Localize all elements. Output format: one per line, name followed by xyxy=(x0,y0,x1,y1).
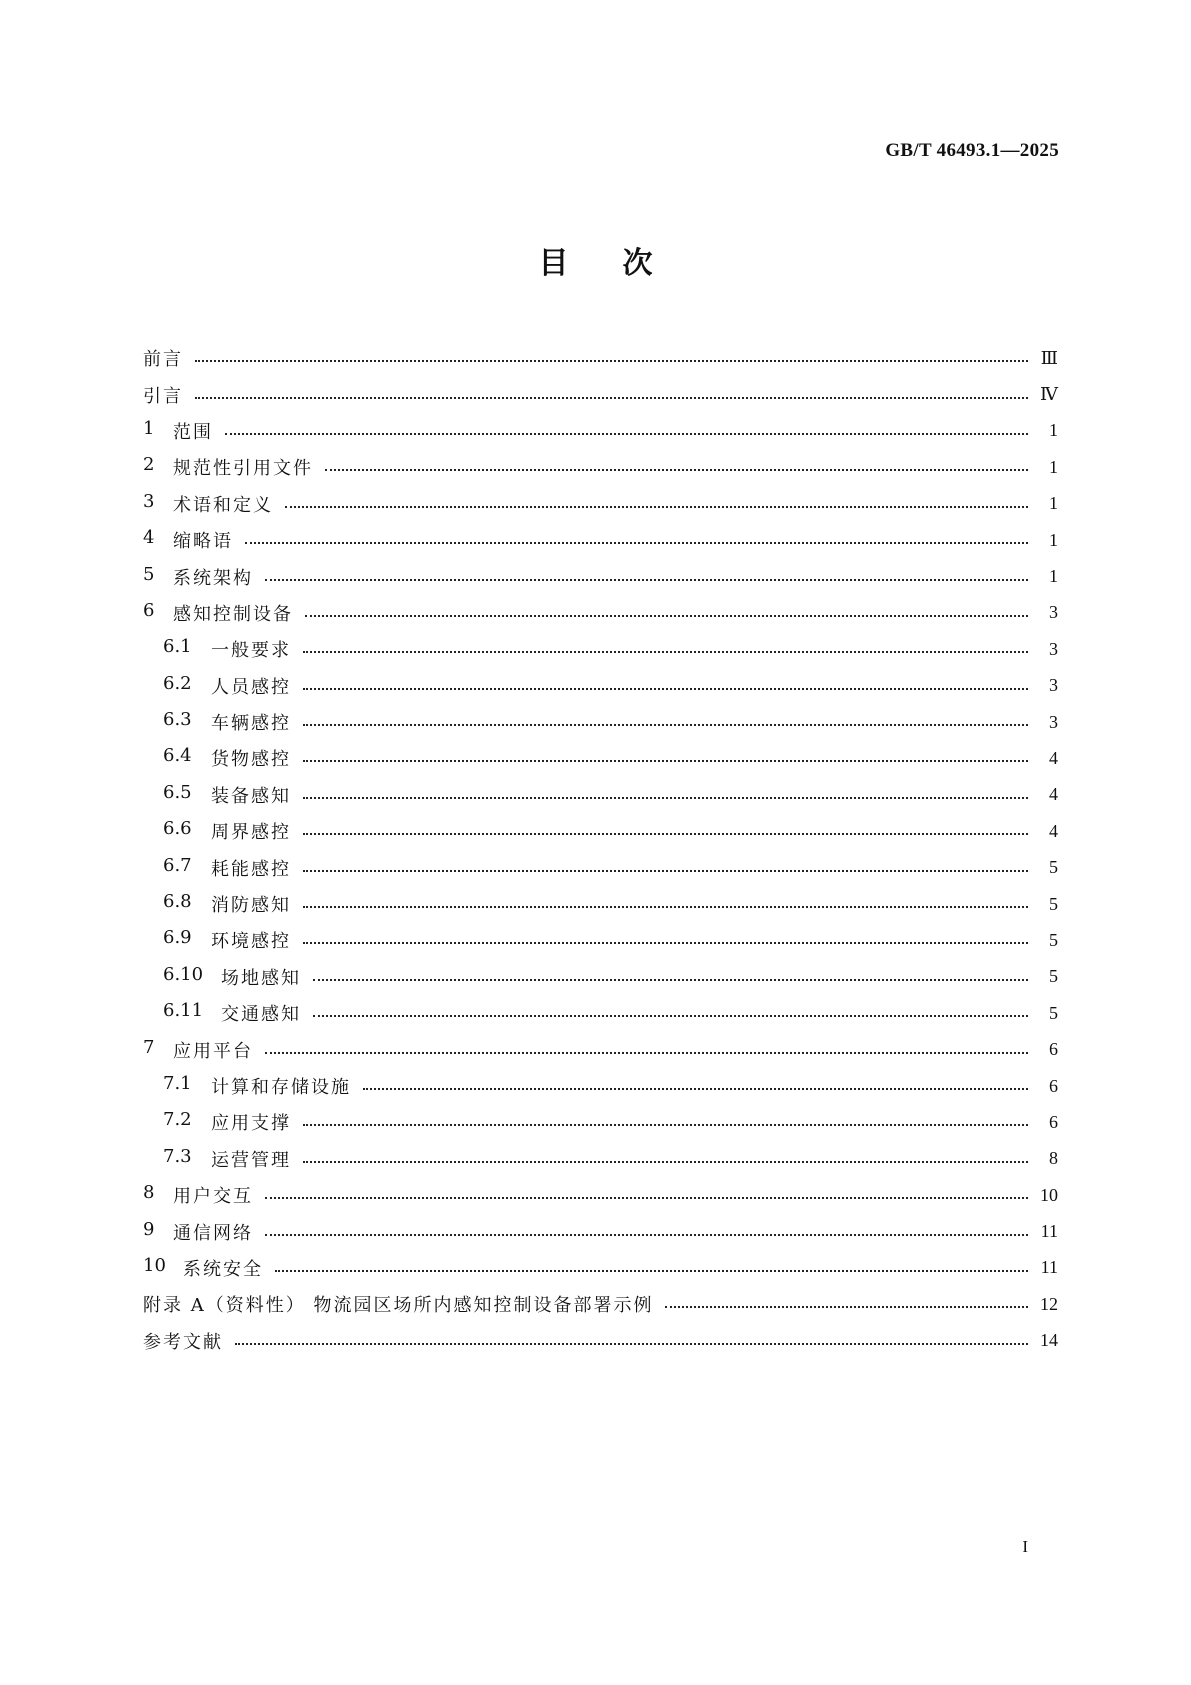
toc-leader-dots xyxy=(305,615,1028,617)
toc-entry-label xyxy=(163,1073,351,1099)
toc-entry-number: 7.3 xyxy=(163,1145,192,1167)
toc-entry[interactable] xyxy=(143,1177,1058,1213)
toc-entry-label xyxy=(143,1182,253,1208)
toc-entry-label xyxy=(143,564,253,590)
toc-entry-title: 一般要求 xyxy=(211,640,291,662)
toc-leader-dots xyxy=(245,542,1028,544)
toc-entry-number: 6.3 xyxy=(163,709,192,731)
toc-entry-page: 1 xyxy=(1049,529,1058,550)
toc-entry-page: 5 xyxy=(1049,1002,1058,1023)
toc-leader-dots xyxy=(265,579,1028,581)
toc-entry-page: 4 xyxy=(1049,747,1058,768)
toc-entry[interactable] xyxy=(143,1250,1058,1286)
toc-entry-page: 4 xyxy=(1049,784,1058,805)
toc-entry[interactable] xyxy=(143,522,1058,558)
page-title: 目次 xyxy=(538,246,707,281)
toc-entry[interactable] xyxy=(143,449,1058,485)
toc-entry[interactable] xyxy=(143,340,1058,376)
toc-entry-page: 14 xyxy=(1040,1330,1058,1351)
toc-entry-number: 6.10 xyxy=(163,963,204,985)
toc-leader-dots xyxy=(303,797,1028,799)
toc-leader-dots xyxy=(303,833,1028,835)
toc-leader-dots xyxy=(303,1161,1028,1163)
toc-entry-label xyxy=(143,491,273,517)
toc-entry-number: 9 xyxy=(143,1218,155,1240)
toc-entry[interactable] xyxy=(143,1104,1058,1140)
toc-entry[interactable] xyxy=(143,1141,1058,1177)
toc-leader-dots xyxy=(313,1015,1028,1017)
toc-entry-label xyxy=(163,1000,301,1026)
toc-entry-title: 周界感控 xyxy=(211,822,291,844)
toc-entry-title: 规范性引用文件 xyxy=(173,458,313,480)
toc-entry-number: 6.11 xyxy=(163,1000,204,1022)
toc-entry-title: 用户交互 xyxy=(173,1186,253,1208)
toc-entry-label xyxy=(163,782,291,808)
toc-entry-number: 6.1 xyxy=(163,636,192,658)
toc-entry-label xyxy=(163,636,291,662)
toc-entry-number: 6.7 xyxy=(163,854,192,876)
toc-entry-label xyxy=(143,527,233,553)
toc-entry[interactable] xyxy=(143,1286,1058,1322)
toc-entry[interactable] xyxy=(143,813,1058,849)
toc-entry-title: 附录 A（资料性） 物流园区场所内感知控制设备部署示例 xyxy=(143,1295,654,1317)
toc-entry-number: 10 xyxy=(143,1254,166,1276)
toc-entry-number: 6.5 xyxy=(163,781,192,803)
toc-entry-page: 5 xyxy=(1049,893,1058,914)
toc-entry-page: 5 xyxy=(1049,966,1058,987)
toc-entry[interactable] xyxy=(143,668,1058,704)
toc-entry[interactable] xyxy=(143,777,1058,813)
toc-entry-number: 6 xyxy=(143,599,155,621)
toc-entry-page: 3 xyxy=(1049,638,1058,659)
toc-leader-dots xyxy=(303,760,1028,762)
toc-entry-page: 1 xyxy=(1049,420,1058,441)
toc-entry[interactable] xyxy=(143,740,1058,776)
toc-entry-page: 8 xyxy=(1049,1148,1058,1169)
toc-entry-label xyxy=(143,418,213,444)
toc-entry[interactable] xyxy=(143,1068,1058,1104)
toc-entry-title: 应用支撑 xyxy=(211,1113,291,1135)
toc-entry-page: 3 xyxy=(1049,711,1058,732)
toc-entry-title: 车辆感控 xyxy=(211,713,291,735)
toc-entry-number: 1 xyxy=(143,417,155,439)
toc-entry-label xyxy=(143,1037,253,1063)
toc-entry-title: 系统架构 xyxy=(173,567,253,589)
toc-entry-title: 术语和定义 xyxy=(173,494,273,516)
toc-entry-page: 5 xyxy=(1049,857,1058,878)
toc-entry[interactable] xyxy=(143,631,1058,667)
toc-entry-title: 运营管理 xyxy=(211,1149,291,1171)
standard-code: GB/T 46493.1—2025 xyxy=(885,140,1059,161)
toc-leader-dots xyxy=(235,1343,1028,1345)
toc-leader-dots xyxy=(303,724,1028,726)
toc-entry[interactable] xyxy=(143,376,1058,412)
toc-entry-title: 场地感知 xyxy=(221,967,301,989)
toc-entry-page: 5 xyxy=(1049,929,1058,950)
toc-entry-title: 人员感控 xyxy=(211,676,291,698)
toc-entry-page: 11 xyxy=(1040,1257,1058,1278)
toc-leader-dots xyxy=(665,1306,1028,1308)
toc-leader-dots xyxy=(313,979,1028,981)
toc-entry[interactable] xyxy=(143,704,1058,740)
toc-entry-label xyxy=(143,345,183,371)
toc-leader-dots xyxy=(195,360,1028,362)
toc-entry-title: 感知控制设备 xyxy=(173,603,293,625)
toc-entry-label xyxy=(163,709,291,735)
toc-entry-number: 5 xyxy=(143,563,155,585)
toc-entry-page: 11 xyxy=(1040,1221,1058,1242)
toc-entry-title: 范围 xyxy=(173,421,213,443)
toc-leader-dots xyxy=(303,942,1028,944)
toc-entry[interactable] xyxy=(143,595,1058,631)
toc-entry-title: 引言 xyxy=(143,385,183,407)
toc-entry-label xyxy=(163,1109,291,1135)
page-number: I xyxy=(1022,1537,1028,1556)
toc-entry-page: 6 xyxy=(1049,1039,1058,1060)
toc-entry[interactable] xyxy=(143,922,1058,958)
toc-entry-number: 6.4 xyxy=(163,745,192,767)
toc-entry-label xyxy=(163,927,291,953)
toc-entry-title: 通信网络 xyxy=(173,1222,253,1244)
toc-entry[interactable] xyxy=(143,486,1058,522)
toc-leader-dots xyxy=(363,1088,1028,1090)
toc-entry-label xyxy=(163,891,291,917)
toc-entry[interactable] xyxy=(143,1213,1058,1249)
toc-entry-page: 3 xyxy=(1049,675,1058,696)
toc-entry[interactable] xyxy=(143,558,1058,594)
toc-entry-page: Ⅳ xyxy=(1040,384,1058,405)
toc-leader-dots xyxy=(303,870,1028,872)
toc-entry-title: 应用平台 xyxy=(173,1040,253,1062)
toc-entry-label xyxy=(143,1328,223,1354)
toc-leader-dots xyxy=(325,469,1028,471)
toc-entry[interactable] xyxy=(143,849,1058,885)
toc-entry[interactable] xyxy=(143,1031,1058,1067)
toc-entry-title: 系统安全 xyxy=(183,1258,263,1280)
toc-entry-page: 3 xyxy=(1049,602,1058,623)
toc-entry-page: 4 xyxy=(1049,820,1058,841)
toc-entry-number: 4 xyxy=(143,527,155,549)
toc-entry-number: 7.2 xyxy=(163,1109,192,1131)
toc-entry-label xyxy=(143,454,313,480)
toc-leader-dots xyxy=(303,651,1028,653)
toc-entry-page: 6 xyxy=(1049,1075,1058,1096)
toc-entry[interactable] xyxy=(143,959,1058,995)
toc-leader-dots xyxy=(195,397,1028,399)
toc-leader-dots xyxy=(265,1234,1028,1236)
toc-entry[interactable] xyxy=(143,413,1058,449)
toc-entry-number: 7 xyxy=(143,1036,155,1058)
toc-entry[interactable] xyxy=(143,1323,1058,1359)
toc-entry-label xyxy=(143,1219,253,1245)
toc-leader-dots xyxy=(265,1052,1028,1054)
toc-entry-title: 货物感控 xyxy=(211,749,291,771)
toc-leader-dots xyxy=(303,688,1028,690)
toc-entry-label xyxy=(163,745,291,771)
toc-entry-label xyxy=(143,1291,653,1317)
toc-entry[interactable] xyxy=(143,995,1058,1031)
toc-entry-page: 12 xyxy=(1040,1293,1058,1314)
toc-leader-dots xyxy=(265,1197,1028,1199)
toc-entry-title: 耗能感控 xyxy=(211,858,291,880)
toc-entry[interactable] xyxy=(143,886,1058,922)
toc-entry-page: 10 xyxy=(1040,1184,1058,1205)
toc-entry-page: 1 xyxy=(1049,566,1058,587)
toc-entry-number: 3 xyxy=(143,490,155,512)
toc-entry-page: 1 xyxy=(1049,456,1058,477)
toc-entry-number: 8 xyxy=(143,1182,155,1204)
toc-entry-title: 计算和存储设施 xyxy=(211,1077,351,1098)
toc-entry-title: 装备感知 xyxy=(211,785,291,807)
toc-leader-dots xyxy=(303,906,1028,908)
toc-entry-number: 6.8 xyxy=(163,891,192,913)
toc-entry-number: 2 xyxy=(143,454,155,476)
toc-entry-label xyxy=(163,673,291,699)
toc-entry-label xyxy=(163,855,291,881)
toc-entry-title: 交通感知 xyxy=(221,1004,301,1026)
toc-entry-page: Ⅲ xyxy=(1040,347,1058,368)
toc-entry-title: 参考文献 xyxy=(143,1331,223,1353)
toc-entry-label xyxy=(163,1146,291,1172)
toc-entry-label xyxy=(163,964,301,990)
toc-entry-page: 6 xyxy=(1049,1111,1058,1132)
toc-entry-page: 1 xyxy=(1049,493,1058,514)
toc-entry-title: 消防感知 xyxy=(211,895,291,917)
toc-leader-dots xyxy=(285,506,1028,508)
toc-entry-number: 6.6 xyxy=(163,818,192,840)
toc-leader-dots xyxy=(225,433,1028,435)
toc-leader-dots xyxy=(275,1270,1028,1272)
toc-entry-title: 环境感控 xyxy=(211,931,291,953)
toc-entry-label xyxy=(143,382,183,408)
toc-leader-dots xyxy=(303,1124,1028,1126)
toc-entry-number: 6.9 xyxy=(163,927,192,949)
toc-entry-label xyxy=(143,600,293,626)
toc-entry-title: 前言 xyxy=(143,349,183,371)
toc-entry-number: 7.1 xyxy=(163,1073,192,1094)
toc-entry-label xyxy=(163,818,291,844)
toc-entry-number: 6.2 xyxy=(163,672,192,694)
toc-entry-title: 缩略语 xyxy=(173,531,233,553)
table-of-contents xyxy=(143,340,1058,1359)
toc-entry-label xyxy=(143,1255,263,1281)
